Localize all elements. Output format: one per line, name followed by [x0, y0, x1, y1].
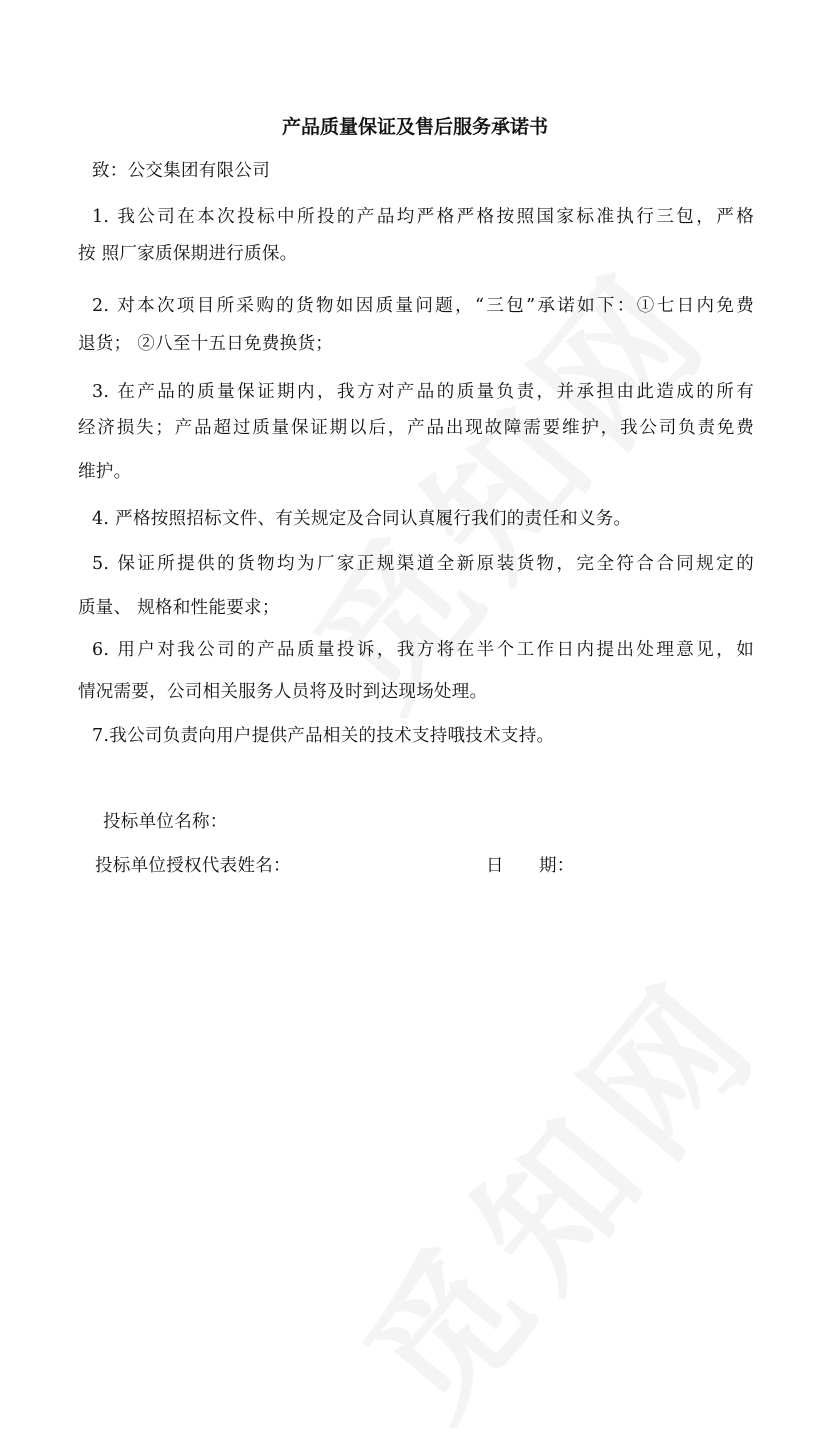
representative-name-label: 投标单位授权代表姓名：: [95, 856, 291, 876]
document-title: 产品质量保证及售后服务承诺书: [281, 116, 548, 138]
date-label: 日 期：: [486, 856, 575, 876]
addressee: 致：公交集团有限公司: [92, 161, 270, 181]
item-1-line-1: 1. 我公司在本次投标中所投的产品均严格严格按照国家标准执行三包，严格: [92, 207, 754, 227]
item-3-line-2: 经济损失；产品超过质量保证期以后，产品出现故障需要维护，我公司负责免费: [78, 418, 754, 438]
item-3-line-3: 维护。: [78, 462, 132, 482]
item-2-line-1: 2. 对本次项目所采购的货物如因质量问题，“三包”承诺如下：①七日内免费: [92, 296, 754, 316]
company-name-label: 投标单位名称：: [103, 812, 228, 832]
item-4-line-1: 4. 严格按照招标文件、有关规定及合同认真履行我们的责任和义务。: [92, 509, 632, 529]
item-6-line-2: 情况需要，公司相关服务人员将及时到达现场处理。: [78, 682, 488, 702]
item-5-line-1: 5. 保证所提供的货物均为厂家正规渠道全新原装货物，完全符合合同规定的: [92, 554, 754, 574]
item-3-line-1: 3. 在产品的质量保证期内，我方对产品的质量负责，并承担由此造成的所有: [92, 382, 754, 402]
item-5-line-2: 质量、 规格和性能要求；: [78, 598, 280, 618]
item-7-line-1: 7.我公司负责向用户提供产品相关的技术支持哦技术支持。: [92, 726, 555, 746]
item-1-line-2: 按 照厂家质保期进行质保。: [78, 244, 298, 264]
item-2-line-2: 退货； ②八至十五日免费换货；: [78, 334, 334, 354]
item-6-line-1: 6. 用户对我公司的产品质量投诉，我方将在半个工作日内提出处理意见，如: [92, 640, 754, 660]
watermark: [308, 923, 801, 1453]
